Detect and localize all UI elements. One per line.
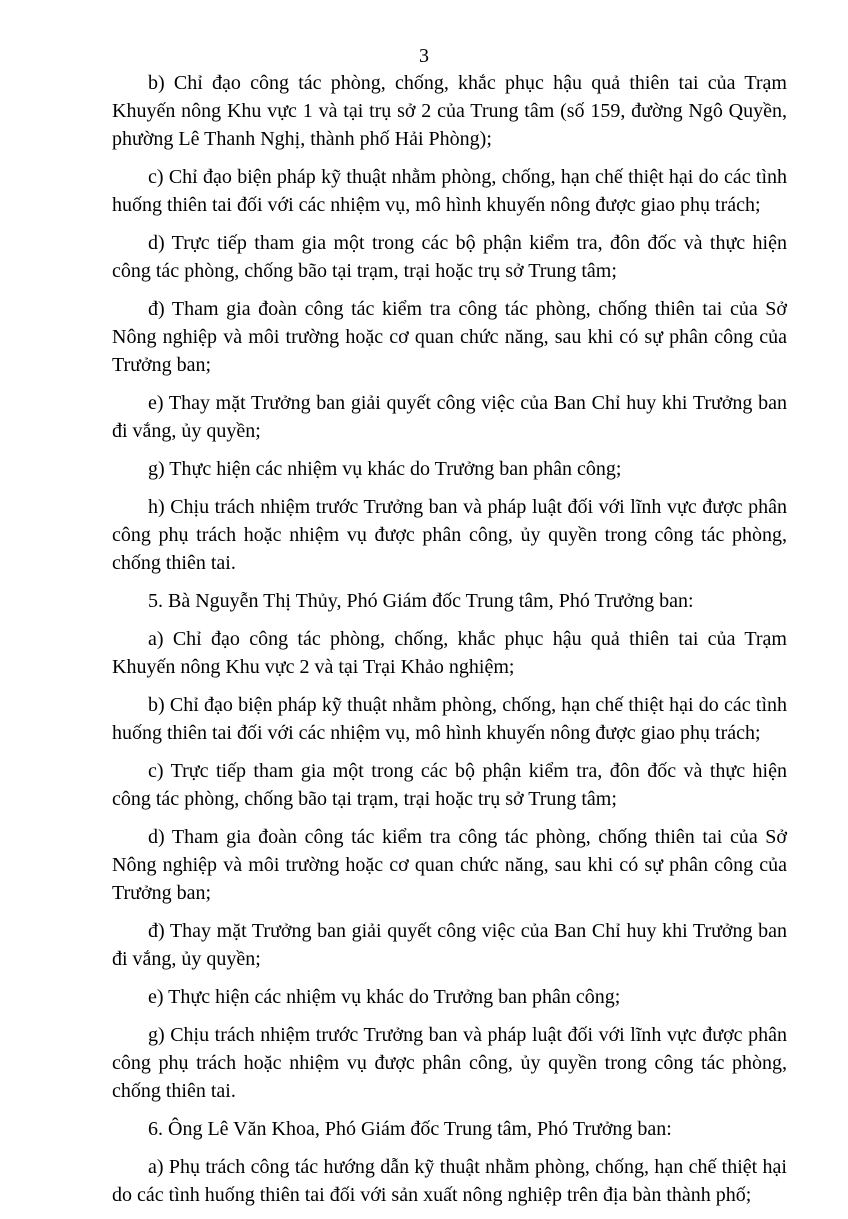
paragraph-4dd: đ) Tham gia đoàn công tác kiểm tra công tác phòng, chống thiên tai của Sở Nông nghiệp và môi trường hoặc cơ quan chức năng, sau khi có sự phân công của Trưởng ban; — [112, 298, 787, 376]
paragraph-4h: h) Chịu trách nhiệm trước Trưởng ban và pháp luật đối với lĩnh vực được phân công phụ trách hoặc nhiệm vụ được phân công, ủy quyền trong công tác phòng, chống thiên tai. — [112, 496, 787, 574]
paragraph-4c: c) Chỉ đạo biện pháp kỹ thuật nhằm phòng, chống, hạn chế thiệt hại do các tình huống thiên tai đối với các nhiệm vụ, mô hình khuyến nông được giao phụ trách; — [112, 166, 787, 216]
paragraph-5c: c) Trực tiếp tham gia một trong các bộ phận kiểm tra, đôn đốc và thực hiện công tác phòng, chống bão tại trạm, trại hoặc trụ sở Trung tâm; — [112, 760, 787, 810]
paragraph-4g: g) Thực hiện các nhiệm vụ khác do Trưởng ban phân công; — [148, 458, 622, 480]
section-5-heading: 5. Bà Nguyễn Thị Thủy, Phó Giám đốc Trung tâm, Phó Trưởng ban: — [148, 590, 694, 612]
paragraph-4b: b) Chỉ đạo công tác phòng, chống, khắc phục hậu quả thiên tai của Trạm Khuyến nông Khu vực 1 và tại trụ sở 2 của Trung tâm (số 159, đường Ngô Quyền, phường Lê Thanh Nghị, thành phố Hải Phòng); — [112, 72, 787, 150]
paragraph-6a: a) Phụ trách công tác hướng dẫn kỹ thuật nhằm phòng, chống, hạn chế thiệt hại do các tình huống thiên tai đối với sản xuất nông nghiệp trên địa bàn thành phố; — [112, 1156, 787, 1206]
paragraph-4e: e) Thay mặt Trưởng ban giải quyết công việc của Ban Chỉ huy khi Trưởng ban đi vắng, ủy quyền; — [112, 392, 787, 442]
section-6-heading: 6. Ông Lê Văn Khoa, Phó Giám đốc Trung tâm, Phó Trưởng ban: — [148, 1118, 672, 1140]
paragraph-5dd: đ) Thay mặt Trưởng ban giải quyết công việc của Ban Chỉ huy khi Trưởng ban đi vắng, ủy quyền; — [112, 920, 787, 970]
paragraph-5e: e) Thực hiện các nhiệm vụ khác do Trưởng ban phân công; — [148, 986, 621, 1008]
paragraph-5d: d) Tham gia đoàn công tác kiểm tra công tác phòng, chống thiên tai của Sở Nông nghiệp và môi trường hoặc cơ quan chức năng, sau khi có sự phân công của Trưởng ban; — [112, 826, 787, 904]
document-body — [112, 69, 787, 1219]
paragraph-5b: b) Chỉ đạo biện pháp kỹ thuật nhằm phòng, chống, hạn chế thiệt hại do các tình huống thiên tai đối với các nhiệm vụ, mô hình khuyến nông được giao phụ trách; — [112, 694, 787, 744]
paragraph-4d: d) Trực tiếp tham gia một trong các bộ phận kiểm tra, đôn đốc và thực hiện công tác phòng, chống bão tại trạm, trại hoặc trụ sở Trung tâm; — [112, 232, 787, 282]
paragraph-5a: a) Chỉ đạo công tác phòng, chống, khắc phục hậu quả thiên tai của Trạm Khuyến nông Khu vực 2 và tại Trại Khảo nghiệm; — [112, 628, 787, 678]
paragraph-5g: g) Chịu trách nhiệm trước Trưởng ban và pháp luật đối với lĩnh vực được phân công phụ trách hoặc nhiệm vụ được phân công, ủy quyền trong công tác phòng, chống thiên tai. — [112, 1024, 787, 1102]
page-number: 3 — [419, 45, 429, 67]
